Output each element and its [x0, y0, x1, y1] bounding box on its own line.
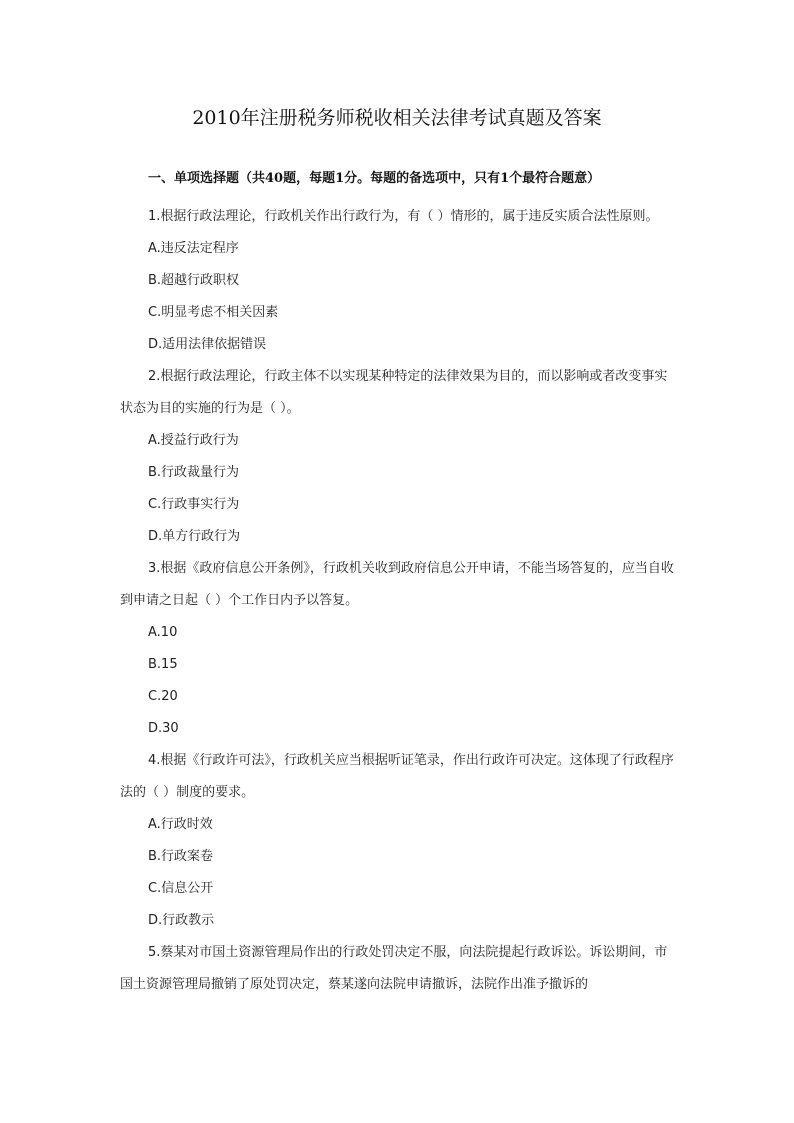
question-4: 4.根据《行政许可法》，行政机关应当根据听证笔录，作出行政许可决定。这体现了行政程序法的（ ）制度的要求。	[120, 753, 674, 800]
question-1-option-b: B.超越行政职权	[148, 273, 240, 288]
question-2-option-c: C.行政事实行为	[148, 497, 240, 512]
question-2-option-b: B.行政裁量行为	[148, 465, 240, 480]
question-list	[120, 201, 676, 1001]
question-3-option-b: B.15	[148, 657, 178, 672]
question-1-option-c: C.明显考虑不相关因素	[148, 305, 279, 320]
question-4-option-c: C.信息公开	[148, 881, 214, 896]
question-2-option-d: D.单方行政行为	[148, 529, 241, 544]
question-4-option-b: B.行政案卷	[148, 849, 214, 864]
question-4-option-d: D.行政教示	[148, 913, 215, 928]
question-5: 5.蔡某对市国土资源管理局作出的行政处罚决定不服，向法院提起行政诉讼。诉讼期间，市国土资源管理局撤销了原处罚决定，蔡某遂向法院申请撤诉，法院作出准予撤诉的	[120, 945, 668, 992]
question-3: 3.根据《政府信息公开条例》，行政机关收到政府信息公开申请，不能当场答复的，应当自收到申请之日起（ ）个工作日内予以答复。	[120, 561, 674, 608]
section-heading: 一、单项选择题（共40题，每题1分。每题的备选项中，只有1个最符合题意）	[148, 171, 601, 186]
question-1-option-d: D.适用法律依据错误	[148, 337, 267, 352]
question-3-option-d: D.30	[148, 721, 179, 736]
question-4-option-a: A.行政时效	[148, 817, 213, 832]
question-1-option-a: A.违反法定程序	[148, 241, 239, 256]
question-3-option-c: C.20	[148, 689, 178, 704]
question-2: 2.根据行政法理论，行政主体不以实现某种特定的法律效果为目的，而以影响或者改变事实状态为目的实施的行为是（ ）。	[120, 369, 668, 416]
question-2-option-a: A.授益行政行为	[148, 433, 239, 448]
question-1: 1.根据行政法理论，行政机关作出行政行为，有（ ）情形的，属于违反实质合法性原则。	[148, 209, 659, 224]
page-title: 2010年注册税务师税收相关法律考试真题及答案	[192, 107, 602, 129]
question-3-option-a: A.10	[148, 625, 178, 640]
